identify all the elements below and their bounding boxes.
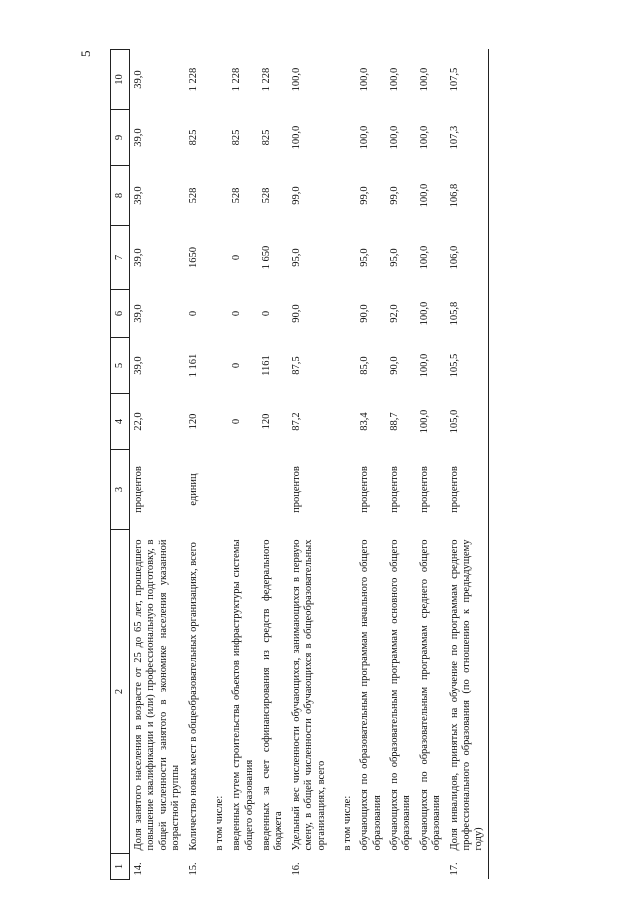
value-cell: 107,5 — [446, 50, 489, 110]
table-row — [288, 50, 330, 880]
indicator-description: в том числе: — [341, 795, 353, 851]
table-row — [130, 50, 185, 880]
value-cell: 1 650 — [261, 245, 272, 270]
value-cell: 105,8 — [446, 290, 489, 338]
unit-cell — [202, 450, 228, 530]
header-cell: 1 — [111, 854, 130, 880]
indicator-description: обучающихся по образовательным программам основного общего образования — [389, 539, 413, 851]
value-cell: 106,8 — [446, 166, 489, 226]
header-cell: 5 — [111, 338, 130, 394]
page-number: 5 — [78, 50, 93, 57]
value-cell: 99,0 — [359, 186, 371, 205]
unit-cell — [330, 450, 356, 530]
table-row — [228, 50, 258, 880]
row-number: 16. — [290, 862, 302, 876]
value-cell: 825 — [231, 129, 243, 146]
value-cell — [330, 394, 356, 450]
value-cell: 0 — [187, 310, 199, 317]
value-cell: 0 — [231, 418, 243, 425]
indicator-description: введенных за счет софинансирования из средств федерального бюджета — [261, 539, 285, 851]
unit-cell: процентов — [359, 466, 371, 513]
value-cell: 100,0 — [359, 67, 371, 92]
value-cell — [330, 226, 356, 290]
value-cell: 1 228 — [261, 67, 272, 92]
value-cell: 528 — [187, 187, 199, 204]
value-cell: 100,0 — [389, 125, 400, 150]
value-cell: 1650 — [187, 247, 199, 268]
row-number — [202, 854, 228, 880]
value-cell: 87,5 — [290, 356, 302, 375]
value-cell: 100,0 — [389, 67, 400, 92]
header-cell: 7 — [111, 226, 130, 290]
value-cell: 83,4 — [359, 412, 371, 431]
value-cell: 99,0 — [290, 186, 302, 205]
unit-cell: процентов — [389, 466, 400, 513]
row-number — [258, 854, 288, 880]
indicators-table — [110, 49, 489, 880]
header-cell: 2 — [111, 530, 130, 854]
value-cell: 100,0 — [418, 183, 430, 208]
table-row — [258, 50, 288, 880]
indicator-description: в том числе: — [213, 795, 225, 851]
value-cell: 105,0 — [446, 394, 489, 450]
value-cell: 88,7 — [389, 412, 400, 431]
value-cell: 105,5 — [446, 338, 489, 394]
table-row — [386, 50, 416, 880]
value-cell: 100,0 — [418, 245, 430, 270]
row-number — [356, 854, 386, 880]
value-cell — [330, 290, 356, 338]
value-cell: 528 — [261, 187, 272, 204]
table-row — [330, 50, 356, 880]
value-cell: 106,0 — [446, 226, 489, 290]
value-cell: 0 — [261, 310, 272, 317]
header-cell: 4 — [111, 394, 130, 450]
value-cell: 1 228 — [231, 67, 243, 92]
value-cell: 825 — [187, 129, 199, 146]
table-row — [446, 50, 489, 880]
value-cell: 825 — [261, 129, 272, 146]
value-cell: 90,0 — [359, 304, 371, 323]
row-number: 17. — [446, 854, 489, 880]
unit-cell: единиц — [187, 473, 199, 506]
value-cell: 528 — [231, 187, 243, 204]
value-cell: 100,0 — [418, 353, 430, 378]
table-row — [202, 50, 228, 880]
unit-cell: процентов — [133, 466, 144, 513]
value-cell: 99,0 — [389, 186, 400, 205]
value-cell: 39,0 — [133, 356, 144, 375]
value-cell: 87,2 — [290, 412, 302, 431]
header-cell: 6 — [111, 290, 130, 338]
unit-cell — [228, 450, 258, 530]
value-cell — [202, 394, 228, 450]
row-number: 14. — [133, 862, 144, 876]
value-cell: 95,0 — [290, 248, 302, 267]
unit-cell: процентов — [290, 466, 302, 513]
value-cell: 120 — [187, 413, 199, 430]
value-cell: 100,0 — [418, 125, 430, 150]
value-cell — [202, 110, 228, 166]
value-cell: 100,0 — [418, 301, 430, 326]
value-cell — [202, 338, 228, 394]
indicator-description: Удельный вес численности обучающихся, занимающихся в первую смену, в общей численности обучающихся в общеобразовательных организациях, всего — [290, 539, 327, 851]
indicator-description: Количество новых мест в общеобразовательных организациях, всего — [187, 542, 199, 851]
value-cell: 100,0 — [290, 125, 302, 150]
table-row — [416, 50, 446, 880]
value-cell: 1161 — [261, 355, 272, 376]
value-cell — [330, 110, 356, 166]
row-number: 15. — [187, 862, 199, 876]
value-cell: 22,0 — [133, 412, 144, 431]
value-cell — [330, 338, 356, 394]
value-cell: 100,0 — [359, 125, 371, 150]
value-cell: 100,0 — [418, 409, 430, 434]
row-number — [416, 854, 446, 880]
value-cell — [330, 50, 356, 110]
value-cell: 90,0 — [290, 304, 302, 323]
value-cell: 95,0 — [359, 248, 371, 267]
value-cell: 0 — [231, 310, 243, 317]
rotated-table-container — [110, 50, 550, 880]
indicator-description: Доля занятого населения в возрасте от 25 до 65 лет, прошедшего повышение квалификации и (или) профессиональную подготовку, в общей численности занятого в экономике населения указанной возрастной группы — [133, 539, 182, 851]
value-cell: 92,0 — [389, 304, 400, 323]
value-cell: 39,0 — [133, 248, 144, 267]
value-cell — [202, 226, 228, 290]
indicator-description: введенных путем строительства объектов инфраструктуры системы общего образования — [231, 539, 255, 851]
value-cell: 39,0 — [133, 70, 144, 89]
indicator-description: Доля инвалидов, принятых на обучение по программам среднего профессионального образования (по отношению к предыдущему году) — [446, 530, 489, 854]
value-cell: 39,0 — [133, 128, 144, 147]
value-cell: 1 228 — [187, 67, 199, 92]
row-number — [386, 854, 416, 880]
unit-cell — [258, 450, 288, 530]
unit-cell: процентов — [418, 466, 430, 513]
table-header-row — [111, 50, 130, 880]
table-row — [185, 50, 202, 880]
table-row — [356, 50, 386, 880]
unit-cell: процентов — [446, 450, 489, 530]
value-cell — [202, 290, 228, 338]
row-number — [330, 854, 356, 880]
value-cell: 39,0 — [133, 304, 144, 323]
value-cell: 90,0 — [389, 356, 400, 375]
header-cell: 10 — [111, 50, 130, 110]
header-cell: 9 — [111, 110, 130, 166]
value-cell: 1 161 — [187, 353, 199, 378]
value-cell: 100,0 — [290, 67, 302, 92]
row-number — [228, 854, 258, 880]
value-cell: 85,0 — [359, 356, 371, 375]
indicator-description: обучающихся по образовательным программам начального общего образования — [359, 539, 383, 851]
value-cell: 107,3 — [446, 110, 489, 166]
value-cell: 120 — [261, 413, 272, 430]
value-cell: 39,0 — [133, 186, 144, 205]
value-cell — [330, 166, 356, 226]
value-cell — [202, 166, 228, 226]
value-cell: 95,0 — [389, 248, 400, 267]
value-cell — [202, 50, 228, 110]
indicator-description: обучающихся по образовательным программам среднего общего образования — [418, 539, 443, 851]
value-cell: 100,0 — [418, 67, 430, 92]
value-cell: 0 — [231, 254, 243, 261]
header-cell: 3 — [111, 450, 130, 530]
value-cell: 0 — [231, 362, 243, 369]
header-cell: 8 — [111, 166, 130, 226]
